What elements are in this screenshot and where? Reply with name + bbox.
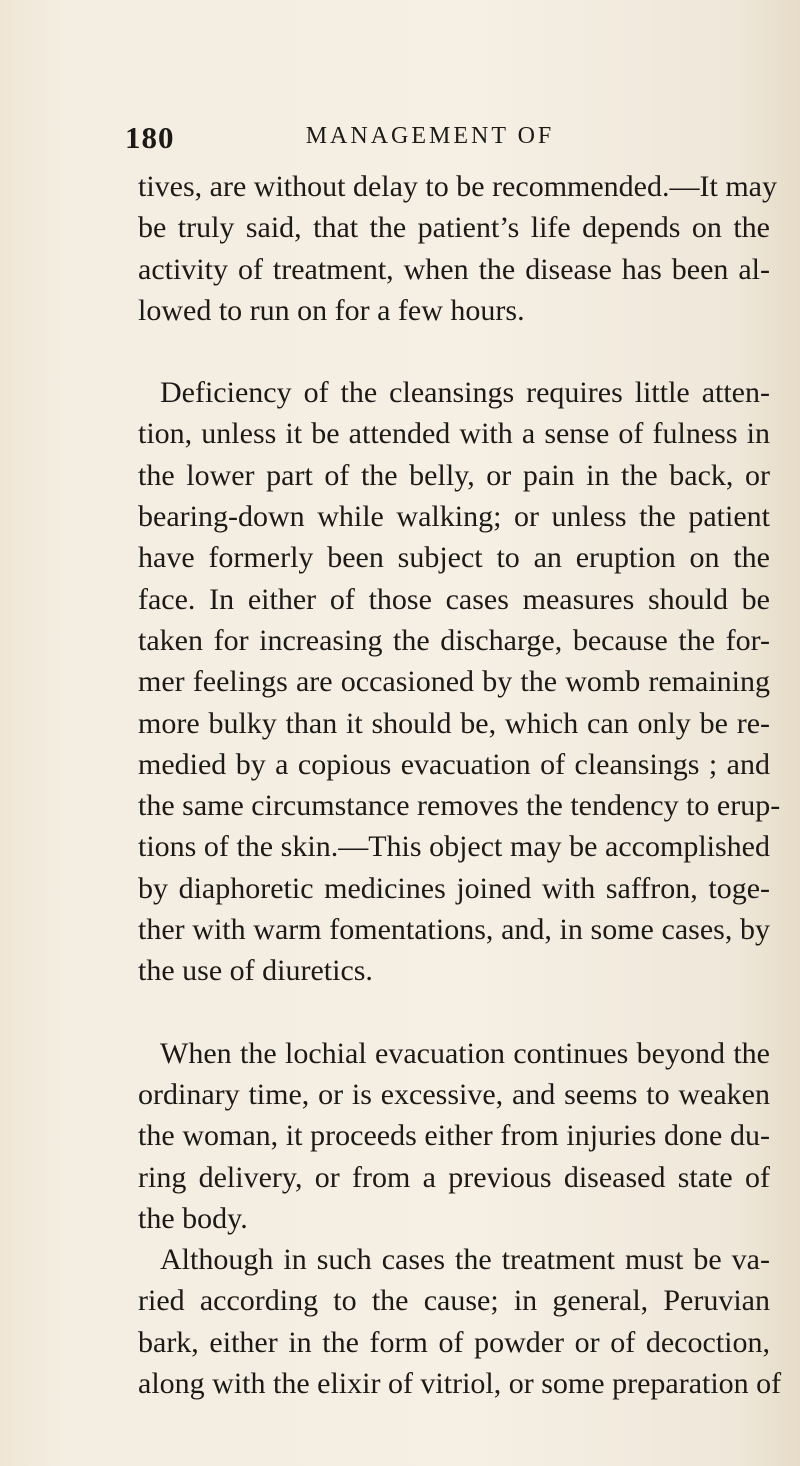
- text-line: by diaphoretic medicines joined with saffron, toge-: [138, 871, 770, 905]
- text-line: taken for increasing the discharge, because the for-: [138, 623, 770, 657]
- running-head: MANAGEMENT OF: [305, 123, 555, 149]
- text-line: medied by a copious evacuation of cleansings ; and: [138, 747, 770, 781]
- paragraph: [138, 166, 777, 331]
- text-line: along with the elixir of vitriol, or some preparation of: [138, 1367, 782, 1401]
- text-line: face. In either of those cases measures should be: [138, 582, 770, 616]
- text-line: tions of the skin.—This object may be accomplished: [138, 830, 770, 864]
- text-line: the woman, it proceeds either from injuries done du-: [138, 1119, 770, 1153]
- page-number: 180: [125, 120, 175, 155]
- text-line: ther with warm fomentations, and, in some cases, by: [138, 913, 770, 947]
- text-line: mer feelings are occasioned by the womb remaining: [138, 665, 770, 699]
- text-line: be truly said, that the patient’s life depends on the: [138, 211, 770, 245]
- text-line: When the lochial evacuation continues beyond the: [160, 1036, 770, 1070]
- text-line: the same circumstance removes the tendency to erup-: [138, 789, 781, 823]
- paragraph: [138, 1239, 782, 1404]
- text-line: Although in such cases the treatment must be va-: [160, 1243, 770, 1277]
- body-text: [138, 166, 782, 1404]
- text-line: ried according to the cause; in general, Peruvian: [138, 1284, 770, 1318]
- text-line: tives, are without delay to be recommended.—It may: [138, 170, 777, 203]
- text-line: bark, either in the form of powder or of decoction,: [138, 1325, 770, 1359]
- text-line: the body.: [138, 1201, 248, 1235]
- text-line: the lower part of the belly, or pain in the back, or: [138, 458, 770, 492]
- text-line: lowed to run on for a few hours.: [138, 293, 525, 327]
- text-line: bearing-down while walking; or unless the patient: [138, 500, 770, 534]
- text-line: more bulky than it should be, which can only be re-: [138, 706, 770, 740]
- text-line: have formerly been subject to an eruption on the: [138, 541, 770, 575]
- text-line: activity of treatment, when the disease has been al-: [138, 252, 770, 286]
- paragraph: [138, 372, 781, 991]
- text-line: ring delivery, or from a previous diseased state of: [138, 1160, 770, 1194]
- text-line: Deficiency of the cleansings requires little atten-: [160, 376, 770, 410]
- text-line: tion, unless it be attended with a sense of fulness in: [138, 417, 770, 451]
- text-line: the use of diuretics.: [138, 954, 373, 988]
- page-header: [120, 120, 740, 160]
- text-line: ordinary time, or is excessive, and seems to weaken: [138, 1077, 770, 1111]
- paragraph: [138, 1033, 770, 1239]
